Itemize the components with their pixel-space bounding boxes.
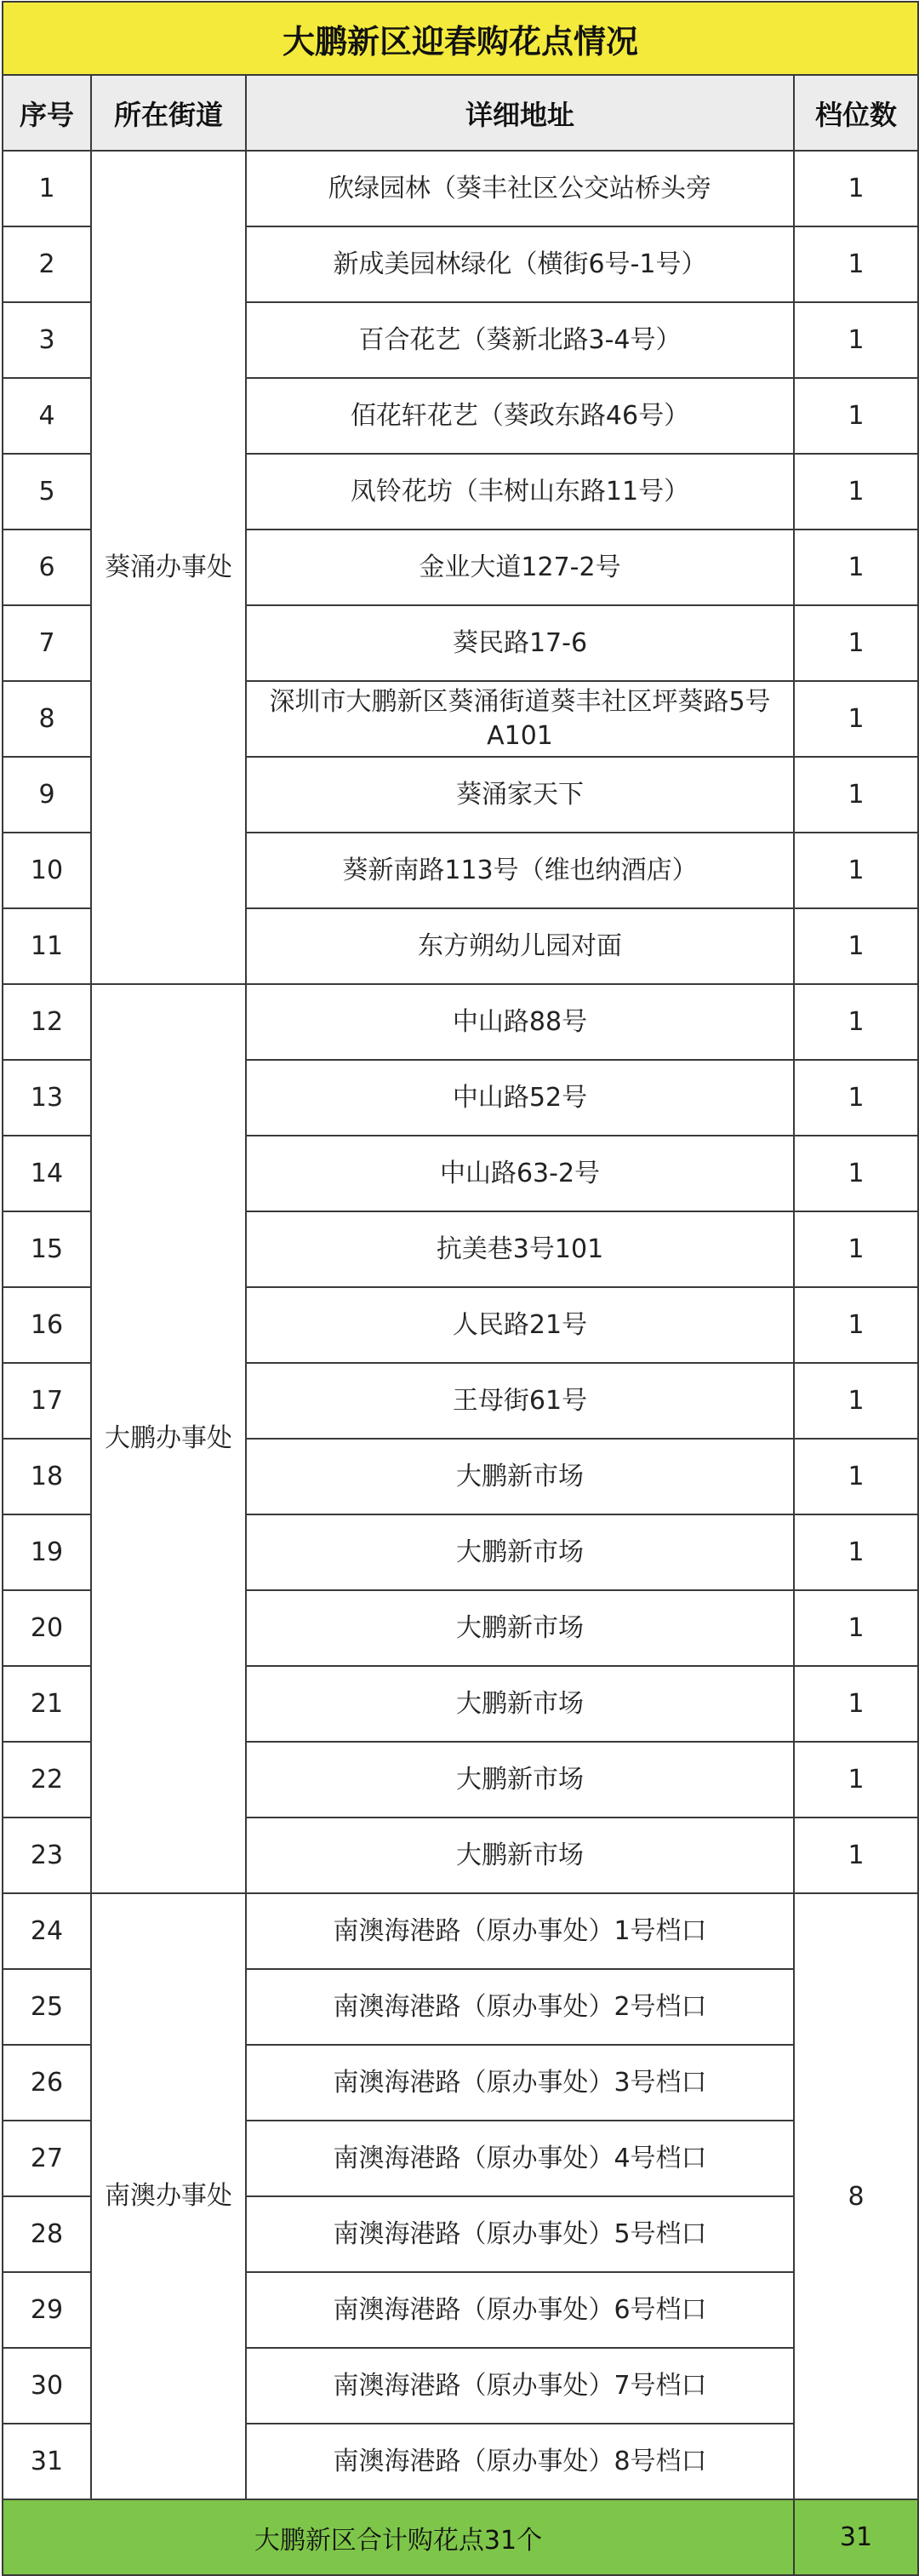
row-seq: 10 — [3, 833, 91, 908]
row-stalls: 1 — [794, 984, 918, 1060]
row-seq: 13 — [3, 1060, 91, 1136]
row-seq: 8 — [3, 681, 91, 757]
row-address: 人民路21号 — [246, 1287, 794, 1363]
row-seq: 2 — [3, 226, 91, 302]
row-stalls: 1 — [794, 1590, 918, 1666]
row-address: 葵涌家天下 — [246, 757, 794, 833]
row-seq: 21 — [3, 1666, 91, 1742]
row-stalls: 1 — [794, 605, 918, 681]
row-stalls: 1 — [794, 757, 918, 833]
row-seq: 1 — [3, 151, 91, 226]
table-title: 大鹏新区迎春购花点情况 — [3, 2, 918, 75]
row-seq: 9 — [3, 757, 91, 833]
header-stalls: 档位数 — [794, 75, 918, 151]
row-seq: 18 — [3, 1439, 91, 1514]
row-address: 大鹏新市场 — [246, 1742, 794, 1818]
row-address: 大鹏新市场 — [246, 1590, 794, 1666]
title-row — [3, 2, 918, 75]
table-row — [3, 1893, 918, 1969]
total-row — [3, 2499, 918, 2575]
row-address: 百合花艺（葵新北路3-4号） — [246, 302, 794, 378]
group-stalls-cell: 8 — [794, 1893, 918, 2499]
row-stalls: 1 — [794, 1818, 918, 1893]
row-address: 南澳海港路（原办事处）5号档口 — [246, 2196, 794, 2272]
street-cell: 大鹏办事处 — [91, 984, 246, 1893]
row-stalls: 1 — [794, 454, 918, 530]
row-address: 佰花轩花艺（葵政东路46号） — [246, 378, 794, 454]
row-stalls: 1 — [794, 1742, 918, 1818]
row-stalls: 1 — [794, 302, 918, 378]
row-stalls: 1 — [794, 1136, 918, 1211]
row-seq: 24 — [3, 1893, 91, 1969]
total-label: 大鹏新区合计购花点31个 — [3, 2499, 794, 2575]
row-address: 南澳海港路（原办事处）4号档口 — [246, 2121, 794, 2196]
row-address: 新成美园林绿化（横街6号-1号） — [246, 226, 794, 302]
row-stalls: 1 — [794, 833, 918, 908]
row-seq: 30 — [3, 2348, 91, 2424]
row-stalls: 1 — [794, 1211, 918, 1287]
row-address: 大鹏新市场 — [246, 1514, 794, 1590]
row-address: 葵民路17-6 — [246, 605, 794, 681]
row-stalls: 1 — [794, 1060, 918, 1136]
row-stalls: 1 — [794, 151, 918, 226]
row-seq: 20 — [3, 1590, 91, 1666]
row-seq: 11 — [3, 908, 91, 984]
row-seq: 25 — [3, 1969, 91, 2045]
header-address: 详细地址 — [246, 75, 794, 151]
row-seq: 16 — [3, 1287, 91, 1363]
row-address: 欣绿园林（葵丰社区公交站桥头旁 — [246, 151, 794, 226]
row-seq: 26 — [3, 2045, 91, 2121]
header-street: 所在街道 — [91, 75, 246, 151]
row-address: 凤铃花坊（丰树山东路11号） — [246, 454, 794, 530]
table-body — [3, 151, 918, 2499]
row-seq: 4 — [3, 378, 91, 454]
row-address: 南澳海港路（原办事处）3号档口 — [246, 2045, 794, 2121]
row-seq: 17 — [3, 1363, 91, 1439]
row-seq: 15 — [3, 1211, 91, 1287]
flower-points-table — [2, 1, 919, 2576]
row-address: 王母街61号 — [246, 1363, 794, 1439]
row-stalls: 1 — [794, 1363, 918, 1439]
row-address: 抗美巷3号101 — [246, 1211, 794, 1287]
row-seq: 22 — [3, 1742, 91, 1818]
row-address: 南澳海港路（原办事处）1号档口 — [246, 1893, 794, 1969]
row-address: 南澳海港路（原办事处）7号档口 — [246, 2348, 794, 2424]
row-seq: 14 — [3, 1136, 91, 1211]
row-stalls: 1 — [794, 530, 918, 605]
row-seq: 27 — [3, 2121, 91, 2196]
row-stalls: 1 — [794, 908, 918, 984]
row-seq: 29 — [3, 2272, 91, 2348]
row-address: 南澳海港路（原办事处）6号档口 — [246, 2272, 794, 2348]
row-seq: 3 — [3, 302, 91, 378]
row-seq: 12 — [3, 984, 91, 1060]
row-stalls: 1 — [794, 226, 918, 302]
row-seq: 23 — [3, 1818, 91, 1893]
table-row — [3, 151, 918, 226]
table-row — [3, 984, 918, 1060]
total-value: 31 — [794, 2499, 918, 2575]
row-seq: 19 — [3, 1514, 91, 1590]
row-address: 中山路88号 — [246, 984, 794, 1060]
row-stalls: 1 — [794, 378, 918, 454]
row-address: 金业大道127-2号 — [246, 530, 794, 605]
row-stalls: 1 — [794, 1287, 918, 1363]
row-address: 大鹏新市场 — [246, 1818, 794, 1893]
row-address: 大鹏新市场 — [246, 1439, 794, 1514]
row-address: 大鹏新市场 — [246, 1666, 794, 1742]
row-stalls: 1 — [794, 681, 918, 757]
row-stalls: 1 — [794, 1666, 918, 1742]
row-stalls: 1 — [794, 1514, 918, 1590]
row-seq: 7 — [3, 605, 91, 681]
row-address: 中山路63-2号 — [246, 1136, 794, 1211]
row-seq: 28 — [3, 2196, 91, 2272]
row-address: 葵新南路113号（维也纳酒店） — [246, 833, 794, 908]
row-address: 南澳海港路（原办事处）2号档口 — [246, 1969, 794, 2045]
row-seq: 31 — [3, 2424, 91, 2499]
row-address: 深圳市大鹏新区葵涌街道葵丰社区坪葵路5号A101 — [246, 681, 794, 757]
row-stalls: 1 — [794, 1439, 918, 1514]
street-cell: 南澳办事处 — [91, 1893, 246, 2499]
header-row — [3, 75, 918, 151]
row-seq: 6 — [3, 530, 91, 605]
row-seq: 5 — [3, 454, 91, 530]
row-address: 中山路52号 — [246, 1060, 794, 1136]
street-cell: 葵涌办事处 — [91, 151, 246, 984]
row-address: 东方朔幼儿园对面 — [246, 908, 794, 984]
header-seq: 序号 — [3, 75, 91, 151]
row-address: 南澳海港路（原办事处）8号档口 — [246, 2424, 794, 2499]
